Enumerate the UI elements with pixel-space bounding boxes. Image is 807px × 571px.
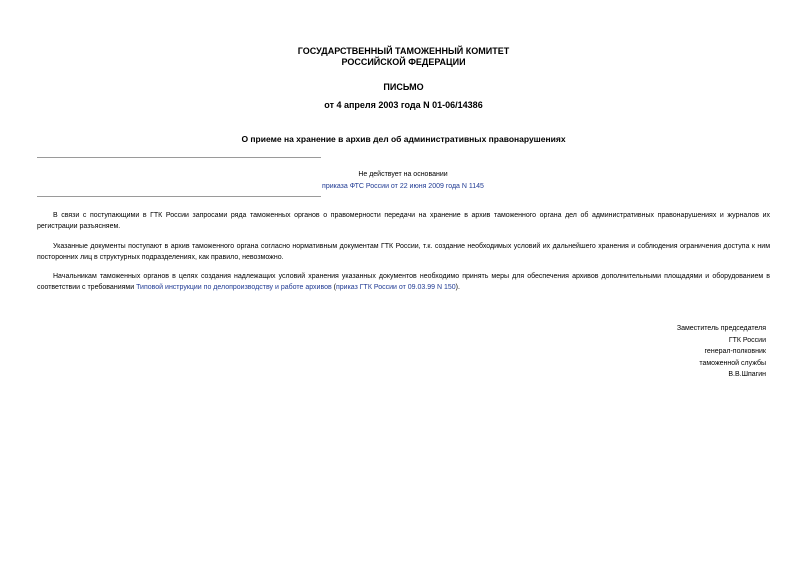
document-date-number: от 4 апреля 2003 года N 01-06/14386 <box>324 100 483 110</box>
signature-service: таможенной службы <box>699 360 766 367</box>
paragraph-2: Указанные документы поступают в архив таможенного органа согласно нормативным документам ГТК России, т.к. создание необходимых условий их дальнейшего хранения и соблюдения ограничения доступа к ним посторонних лиц в структурных подразделениях, как правило, невозможно. <box>37 243 770 261</box>
divider-bottom <box>37 196 321 197</box>
authority-line-1: ГОСУДАРСТВЕННЫЙ ТАМОЖЕННЫЙ КОМИТЕТ <box>297 46 510 56</box>
paragraph-1: В связи с поступающими в ГТК России запросами ряда таможенных органов о правомерности передачи на хранение в архив таможенного органа дел об административных правонарушениях и журналов их регистрации разъясняем. <box>37 212 770 230</box>
divider-top <box>37 157 321 158</box>
paragraph-3-text-mid: ( <box>331 284 336 291</box>
authority-line-2: РОССИЙСКОЙ ФЕДЕРАЦИИ <box>341 57 466 67</box>
signature-position: Заместитель председателя <box>676 325 766 332</box>
instruction-link[interactable]: Типовой инструкции по делопроизводству и работе архивов <box>136 284 332 291</box>
document-subject: О приеме на хранение в архив дел об административных правонарушениях <box>241 134 566 144</box>
signature-organization: ГТК России <box>728 337 766 344</box>
status-order-link[interactable]: приказа ФТС России от 22 июня 2009 года N 1145 <box>322 183 484 190</box>
paragraph-3-text-start: Начальникам таможенных органов в целях создания надлежащих условий хранения указанных документов необходимо принять меры для обеспечения архивов дополнительными площадями и оборудованием в соответствии с требованиями <box>37 273 770 291</box>
document-type: ПИСЬМО <box>383 82 424 92</box>
status-link-wrapper <box>300 181 506 192</box>
order-150-link[interactable]: приказ ГТК России от 09.03.99 N 150 <box>335 284 456 291</box>
status-note: Не действует на основании <box>358 171 448 178</box>
paragraph-3 <box>37 271 770 293</box>
issuing-authority <box>0 46 807 68</box>
signature-rank: генерал-полковник <box>704 348 766 355</box>
paragraph-3-text-end: ). <box>455 284 460 291</box>
signature-name: В.В.Шпагин <box>728 371 766 378</box>
